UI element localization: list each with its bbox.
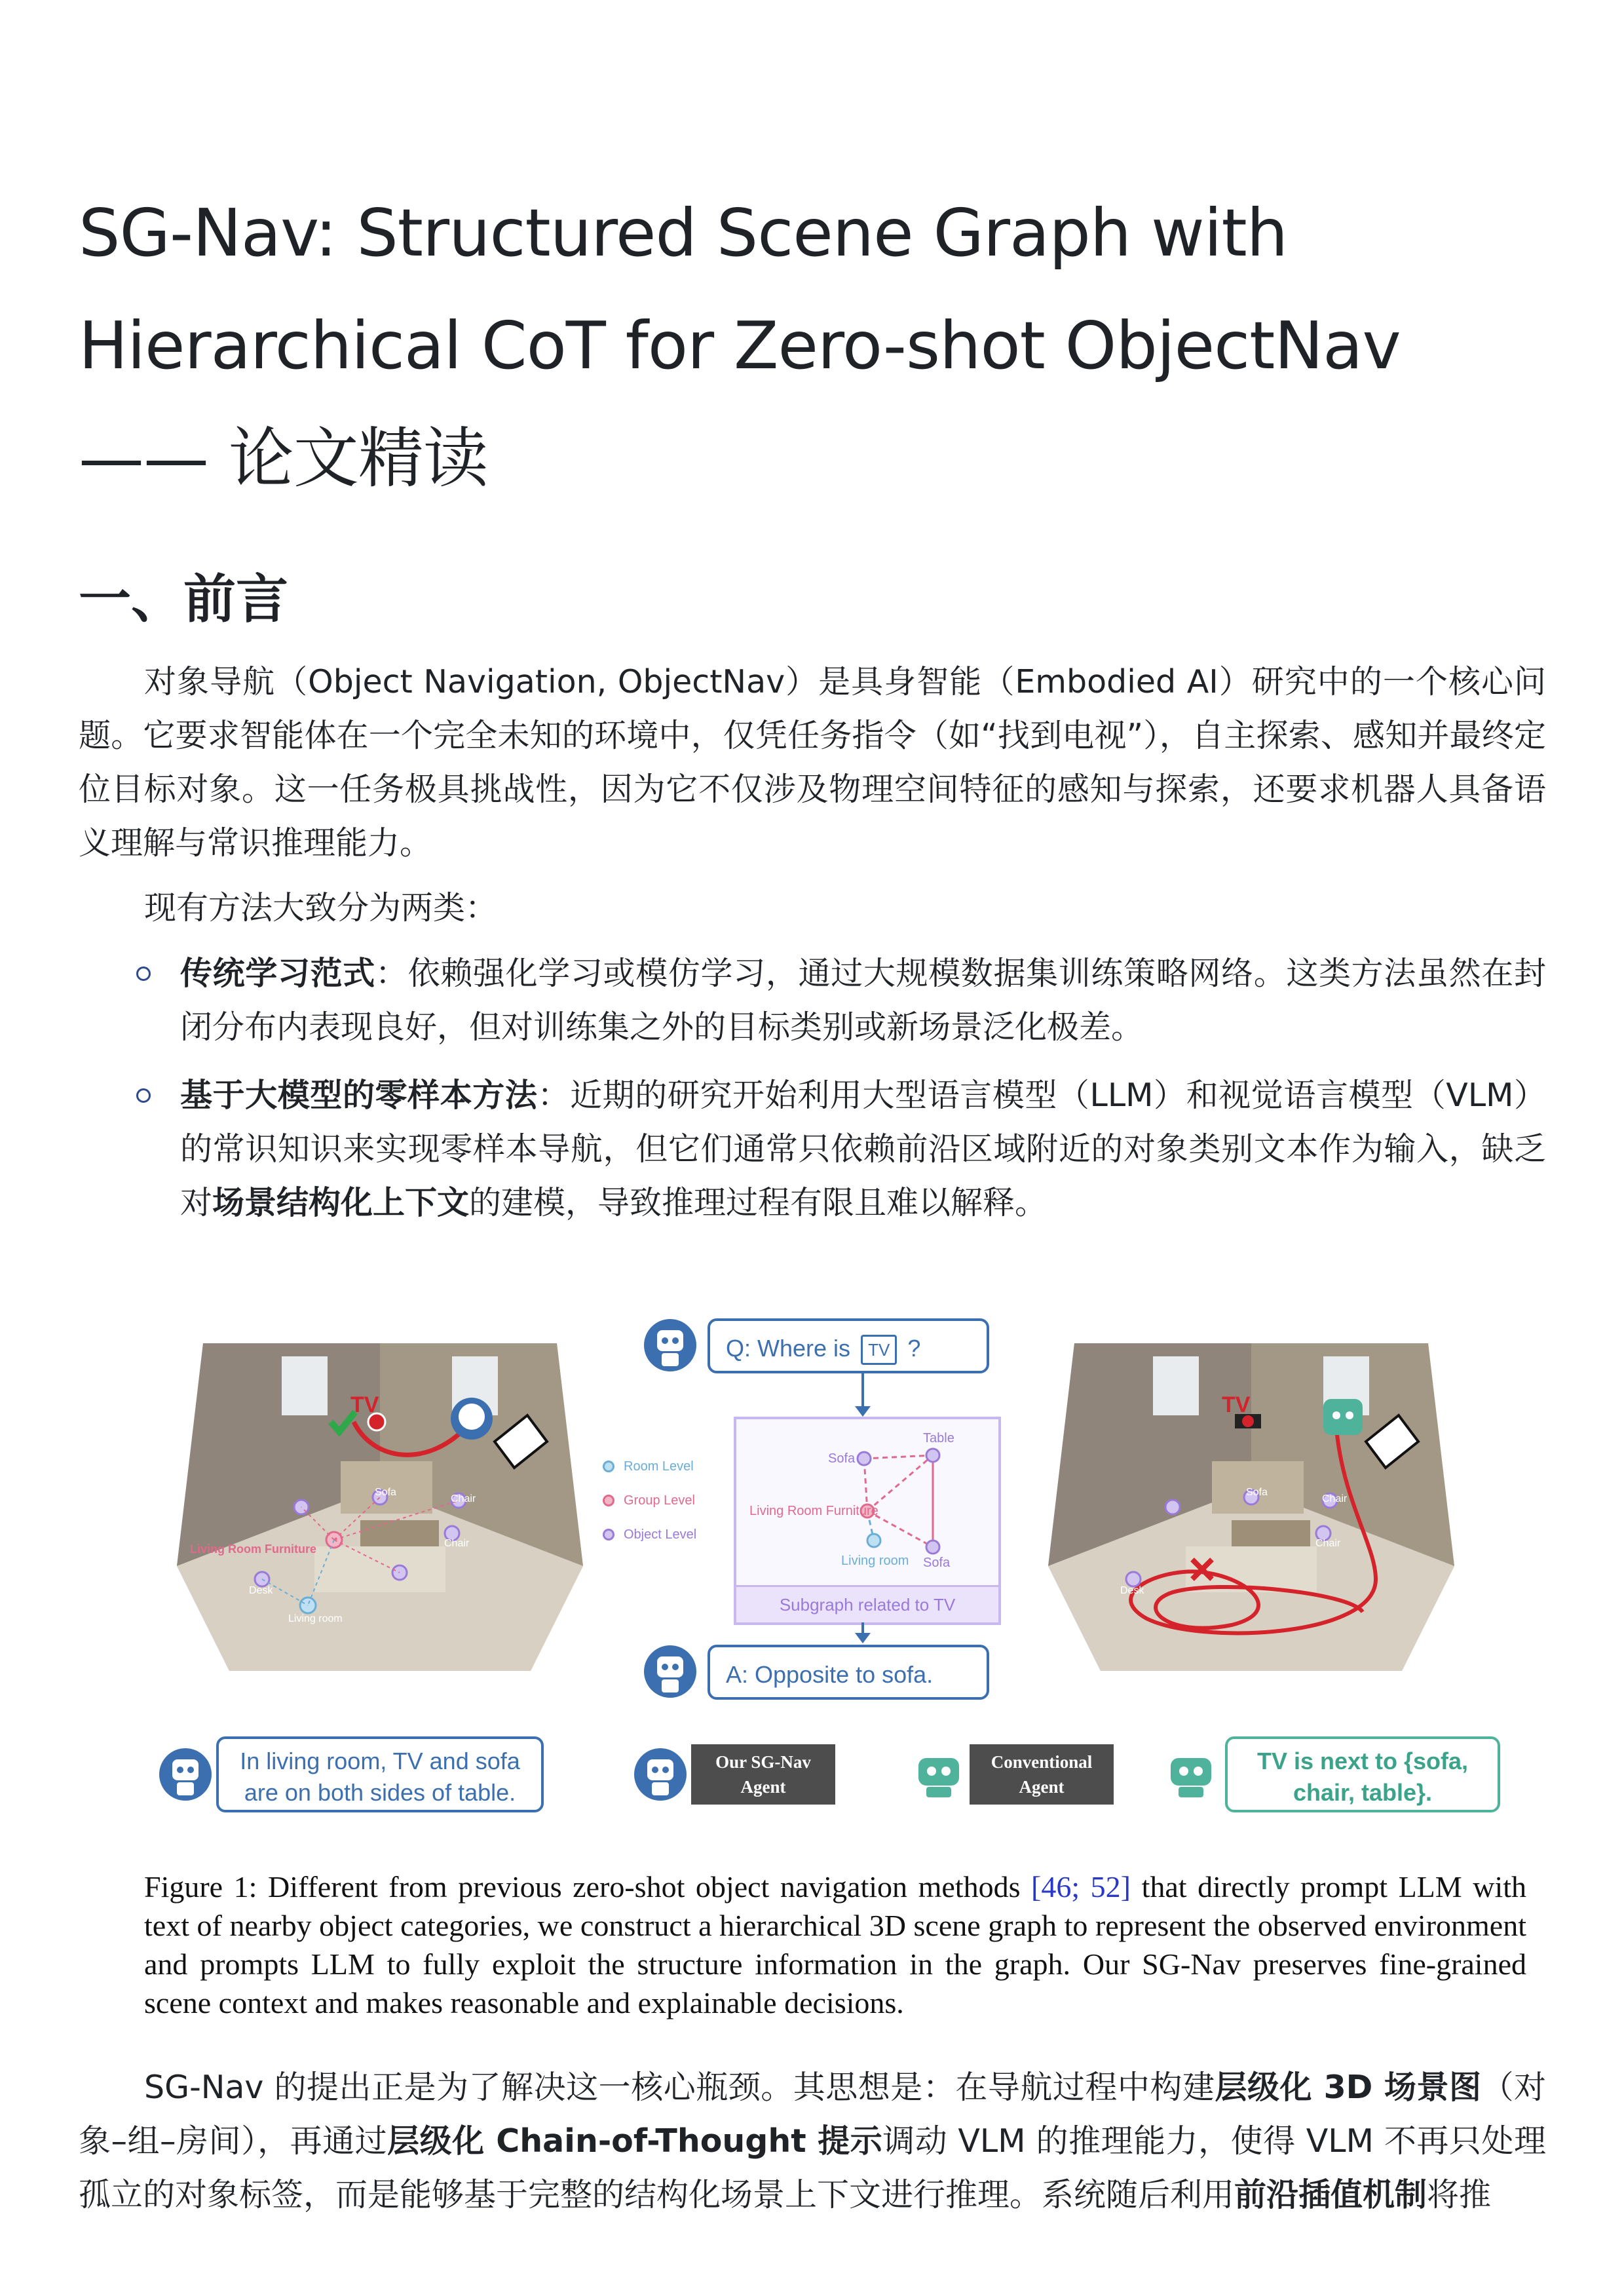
right-room-label: Sofa xyxy=(1246,1487,1268,1498)
caption-text: that directly prompt LLM with text of nearby object categories, we construct a hierarchical 3D scene graph to represent the observed environment and prompts LLM to fully exploit the structure information in the graph. Our SG-Nav preserves fine-grained scene context and makes reasonable and explainable decisions. xyxy=(144,1870,1527,2019)
bullet-bold: 传统学习范式 xyxy=(180,955,375,992)
legend-object-level xyxy=(603,1523,727,1557)
right-room-label: Chair xyxy=(1322,1493,1348,1504)
left-room-label: Chair xyxy=(451,1493,476,1504)
subgraph-node-label: Living room xyxy=(841,1554,909,1568)
left-room-label: Desk xyxy=(249,1585,273,1596)
paragraph-emphasis: 层级化 Chain-of-Thought 提示 xyxy=(387,2122,883,2160)
conventional-robot-icon xyxy=(1163,1746,1219,1803)
question-bubble xyxy=(708,1318,989,1373)
object-level-dot-icon xyxy=(603,1529,614,1540)
sg-nav-robot-icon xyxy=(157,1746,214,1803)
title-line-2: Hierarchical CoT for Zero-shot ObjectNav xyxy=(79,307,1401,384)
group-level-dot-icon xyxy=(603,1495,614,1506)
bullet-icon xyxy=(136,966,151,981)
right-room-label: Chair xyxy=(1315,1538,1341,1549)
figure-caption xyxy=(144,1867,1526,2022)
paragraph-text: SG-Nav 的提出正是为了解决这一核心瓶颈。其思想是：在导航过程中构建 xyxy=(144,2069,1215,2106)
list-item xyxy=(79,1069,1546,1230)
legend-label: Object Level xyxy=(624,1527,697,1542)
question-suffix: ? xyxy=(907,1335,921,1362)
right-tv-label: TV xyxy=(1222,1392,1251,1417)
label-line: Agent xyxy=(740,1777,786,1797)
methods-list xyxy=(79,947,1546,1244)
answer-bubble: A: Opposite to sofa. xyxy=(708,1645,989,1700)
arrow-down-icon xyxy=(861,1373,864,1407)
sg-nav-robot-icon xyxy=(642,1317,698,1373)
citation-link[interactable]: [46; 52] xyxy=(1031,1870,1131,1904)
methods-lead: 现有方法大致分为两类： xyxy=(144,889,498,927)
left-room-label: Living room xyxy=(288,1613,343,1624)
bubble-line: In living room, TV and sofa xyxy=(240,1748,520,1774)
title-line-1: SG-Nav: Structured Scene Graph with xyxy=(79,195,1288,271)
sg-nav-robot-icon xyxy=(632,1746,689,1803)
bullet-text-end: 的建模，导致推理过程有限且难以解释。 xyxy=(469,1184,1048,1221)
title-line-3: —— 论文精读 xyxy=(79,420,488,497)
legend-label: Room Level xyxy=(624,1459,694,1474)
scene-graph-legend xyxy=(603,1455,727,1557)
bullet-icon xyxy=(136,1088,151,1103)
label-line: Our SG-Nav xyxy=(715,1752,811,1772)
bubble-line: are on both sides of table. xyxy=(244,1779,516,1806)
arrow-down-icon xyxy=(861,1622,864,1634)
conventional-robot-icon xyxy=(911,1746,967,1803)
bubble-line: chair, table}. xyxy=(1293,1779,1433,1806)
subgraph-node-label: Sofa xyxy=(828,1451,856,1466)
conventional-reasoning-bubble xyxy=(1225,1736,1500,1812)
left-room-label: Chair xyxy=(444,1538,470,1549)
left-room-label: Sofa xyxy=(375,1487,396,1498)
right-room-label: Desk xyxy=(1120,1585,1144,1596)
subgraph-node-label: Living Room Furniture xyxy=(749,1504,878,1518)
label-line: Conventional xyxy=(991,1752,1093,1772)
paragraph-emphasis: 前沿插值机制 xyxy=(1234,2176,1427,2213)
left-room-render xyxy=(164,1330,596,1671)
paragraph-text: 调动 VLM 的推理能力，使得 VLM 不再只处理孤立的对象标签，而是能够基于完整的结构化场景上下文进行推理。系统随后利用 xyxy=(79,2122,1546,2213)
left-room-label: Living Room Furniture xyxy=(190,1542,316,1556)
bullet-text: ：依赖强化学习或模仿学习，通过大规模数据集训练策略网络。这类方法虽然在封闭分布内表现良好，但对训练集之外的目标类别或新场景泛化极差。 xyxy=(180,955,1546,1046)
subgraph-node-label: Sofa xyxy=(923,1556,951,1570)
legend-label: Group Level xyxy=(624,1493,695,1508)
intro-paragraph: 对象导航（Object Navigation, ObjectNav）是具身智能（Embodied AI）研究中的一个核心问题。它要求智能体在一个完全未知的环境中，仅凭任务指令（如“找到电视”），自主探索、感知并最终定位目标对象。这一任务极具挑战性，因为它不仅涉及物理空间特征的感知与探索，还要求机器人具备语义理解与常识推理能力。 xyxy=(79,663,1546,862)
paragraph-text: （对象–组–房间），再通过 xyxy=(79,2069,1546,2160)
question-prefix: Q: Where is xyxy=(726,1335,851,1362)
subgraph-diagram xyxy=(736,1419,998,1583)
bullet-emphasis: 场景结构化上下文 xyxy=(212,1184,470,1221)
figure-1 xyxy=(79,1304,1526,1848)
sg-nav-reasoning-bubble xyxy=(216,1736,544,1812)
bubble-line: TV is next to {sofa, xyxy=(1256,1748,1469,1774)
subgraph-node-label: Table xyxy=(923,1431,954,1445)
paragraph-emphasis: 层级化 3D 场景图 xyxy=(1215,2069,1482,2106)
bullet-text: ：近期的研究开始利用大型语言模型（LLM）和视觉语言模型（VLM）的常识知识来实现零样本导航，但它们通常只依赖前沿区域附近的对象类别文本作为输入，缺乏对 xyxy=(180,1077,1546,1221)
left-room-image xyxy=(164,1330,596,1671)
caption-text: Figure 1: Different from previous zero-shot object navigation methods xyxy=(144,1870,1032,1904)
sg-nav-robot-icon xyxy=(642,1643,698,1700)
right-room-render xyxy=(1035,1330,1467,1671)
subgraph-panel xyxy=(734,1417,1001,1625)
room-level-dot-icon xyxy=(603,1461,614,1472)
left-tv-label: TV xyxy=(350,1392,379,1417)
legend-room-level xyxy=(603,1455,727,1489)
paragraph-text: 将推 xyxy=(1427,2176,1492,2213)
subgraph-caption: Subgraph related to TV xyxy=(736,1585,998,1622)
question-tv-icon: TV xyxy=(861,1335,897,1365)
legend-group-level xyxy=(603,1489,727,1523)
bullet-bold: 基于大模型的零样本方法 xyxy=(180,1077,538,1114)
right-room-image xyxy=(1035,1330,1467,1671)
page-title xyxy=(79,177,1546,515)
conventional-agent-label xyxy=(970,1744,1114,1805)
sg-nav-agent-label xyxy=(691,1744,835,1805)
sg-nav-paragraph xyxy=(79,2061,1546,2222)
label-line: Agent xyxy=(1019,1777,1065,1797)
list-item xyxy=(79,947,1546,1054)
section-heading: 一、前言 xyxy=(79,569,288,630)
